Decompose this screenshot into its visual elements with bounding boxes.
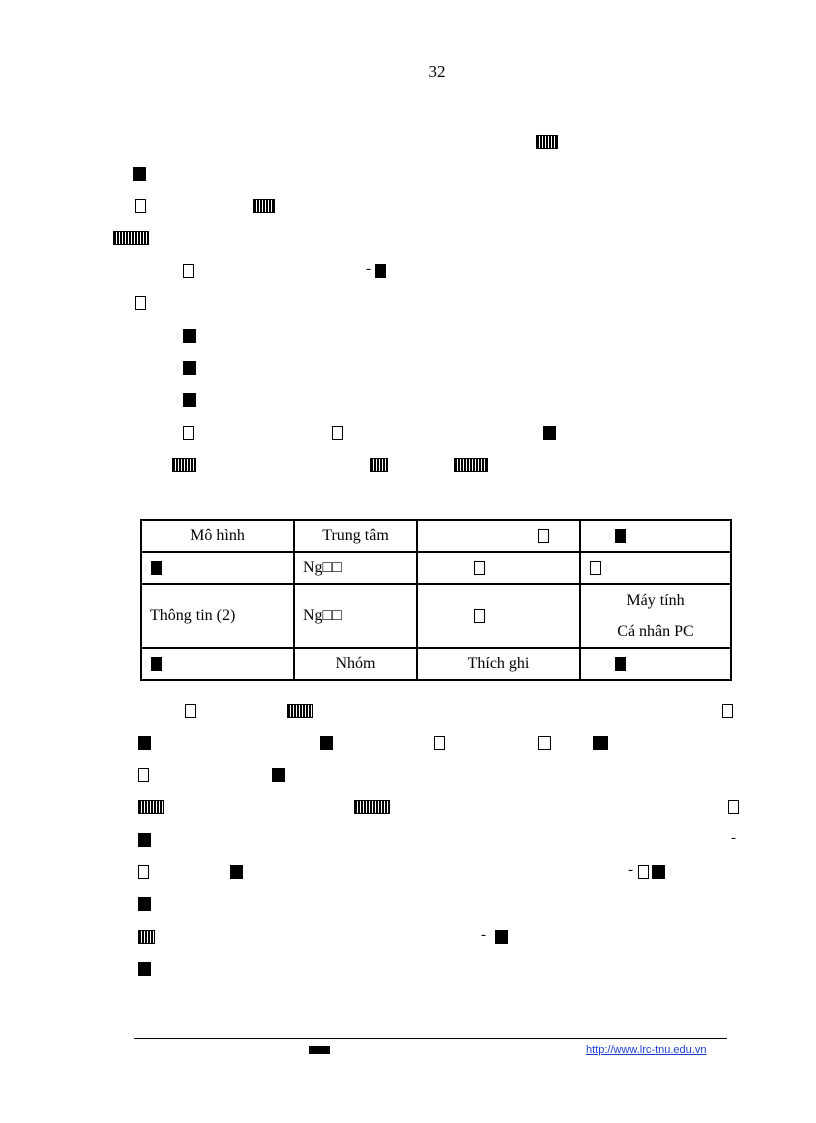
footer-link[interactable]: http://www.lrc-tnu.edu.vn <box>586 1044 707 1056</box>
table-row <box>141 552 731 584</box>
glyph-block <box>183 393 196 407</box>
dash: - <box>628 862 633 878</box>
glyph-block <box>593 736 608 750</box>
glyph-block <box>113 231 149 245</box>
glyph-box <box>615 657 626 671</box>
dash: - <box>731 830 736 846</box>
glyph-block <box>272 768 285 782</box>
cell-line-1: Máy tính <box>626 592 685 609</box>
glyph-block <box>138 865 149 879</box>
glyph-block <box>183 426 194 440</box>
glyph-block <box>138 736 151 750</box>
glyph-block <box>138 897 151 911</box>
glyph-block <box>185 704 196 718</box>
glyph-block <box>183 264 194 278</box>
glyph-block <box>135 296 146 310</box>
glyph-box <box>151 561 162 575</box>
table-cell <box>141 648 294 680</box>
table-cell: Thông tin (2) <box>141 584 294 648</box>
glyph-block <box>652 865 665 879</box>
table-cell <box>580 584 731 648</box>
table-cell <box>580 648 731 680</box>
table-row <box>141 520 731 552</box>
dash: - <box>481 927 486 943</box>
glyph-block <box>536 135 558 149</box>
table-row <box>141 648 731 680</box>
glyph-block <box>370 458 388 472</box>
glyph-box <box>474 609 485 623</box>
glyph-block <box>138 833 151 847</box>
table-cell: Mô hình <box>141 520 294 552</box>
glyph-block <box>138 768 149 782</box>
glyph-block <box>138 962 151 976</box>
glyph-block <box>172 458 196 472</box>
glyph-block <box>332 426 343 440</box>
glyph-block <box>320 736 333 750</box>
glyph-block <box>354 800 390 814</box>
table-row <box>141 584 731 648</box>
glyph-box <box>590 561 601 575</box>
glyph-block <box>135 199 146 213</box>
table-cell: Trung tâm <box>294 520 417 552</box>
glyph-block <box>434 736 445 750</box>
table-cell <box>417 584 580 648</box>
model-comparison-table <box>140 519 732 681</box>
glyph-block <box>183 329 196 343</box>
glyph-block <box>230 865 243 879</box>
glyph-block <box>138 930 155 944</box>
cell-line-2: Cá nhân PC <box>617 623 694 640</box>
table-cell: Thích ghi <box>417 648 580 680</box>
dash: - <box>366 261 371 277</box>
glyph-box <box>474 561 485 575</box>
page-number: 32 <box>428 62 446 81</box>
table-cell: Ng□□ <box>294 552 417 584</box>
footer-mark <box>309 1046 330 1054</box>
glyph-block <box>133 167 146 181</box>
table-cell <box>417 552 580 584</box>
glyph-block <box>138 800 164 814</box>
table-cell: Nhóm <box>294 648 417 680</box>
glyph-block <box>183 361 196 375</box>
glyph-block <box>495 930 508 944</box>
table-cell <box>580 552 731 584</box>
glyph-block <box>543 426 556 440</box>
glyph-block <box>375 264 386 278</box>
table-cell: Ng□□ <box>294 584 417 648</box>
table-cell <box>417 520 580 552</box>
table-cell <box>141 552 294 584</box>
glyph-box <box>538 529 549 543</box>
glyph-block <box>638 865 649 879</box>
glyph-block <box>287 704 313 718</box>
table-cell <box>580 520 731 552</box>
glyph-block <box>538 736 551 750</box>
glyph-block <box>728 800 739 814</box>
glyph-box <box>615 529 626 543</box>
footer-rule <box>134 1038 727 1039</box>
glyph-block <box>454 458 488 472</box>
glyph-block <box>722 704 733 718</box>
glyph-block <box>253 199 275 213</box>
glyph-box <box>151 657 162 671</box>
